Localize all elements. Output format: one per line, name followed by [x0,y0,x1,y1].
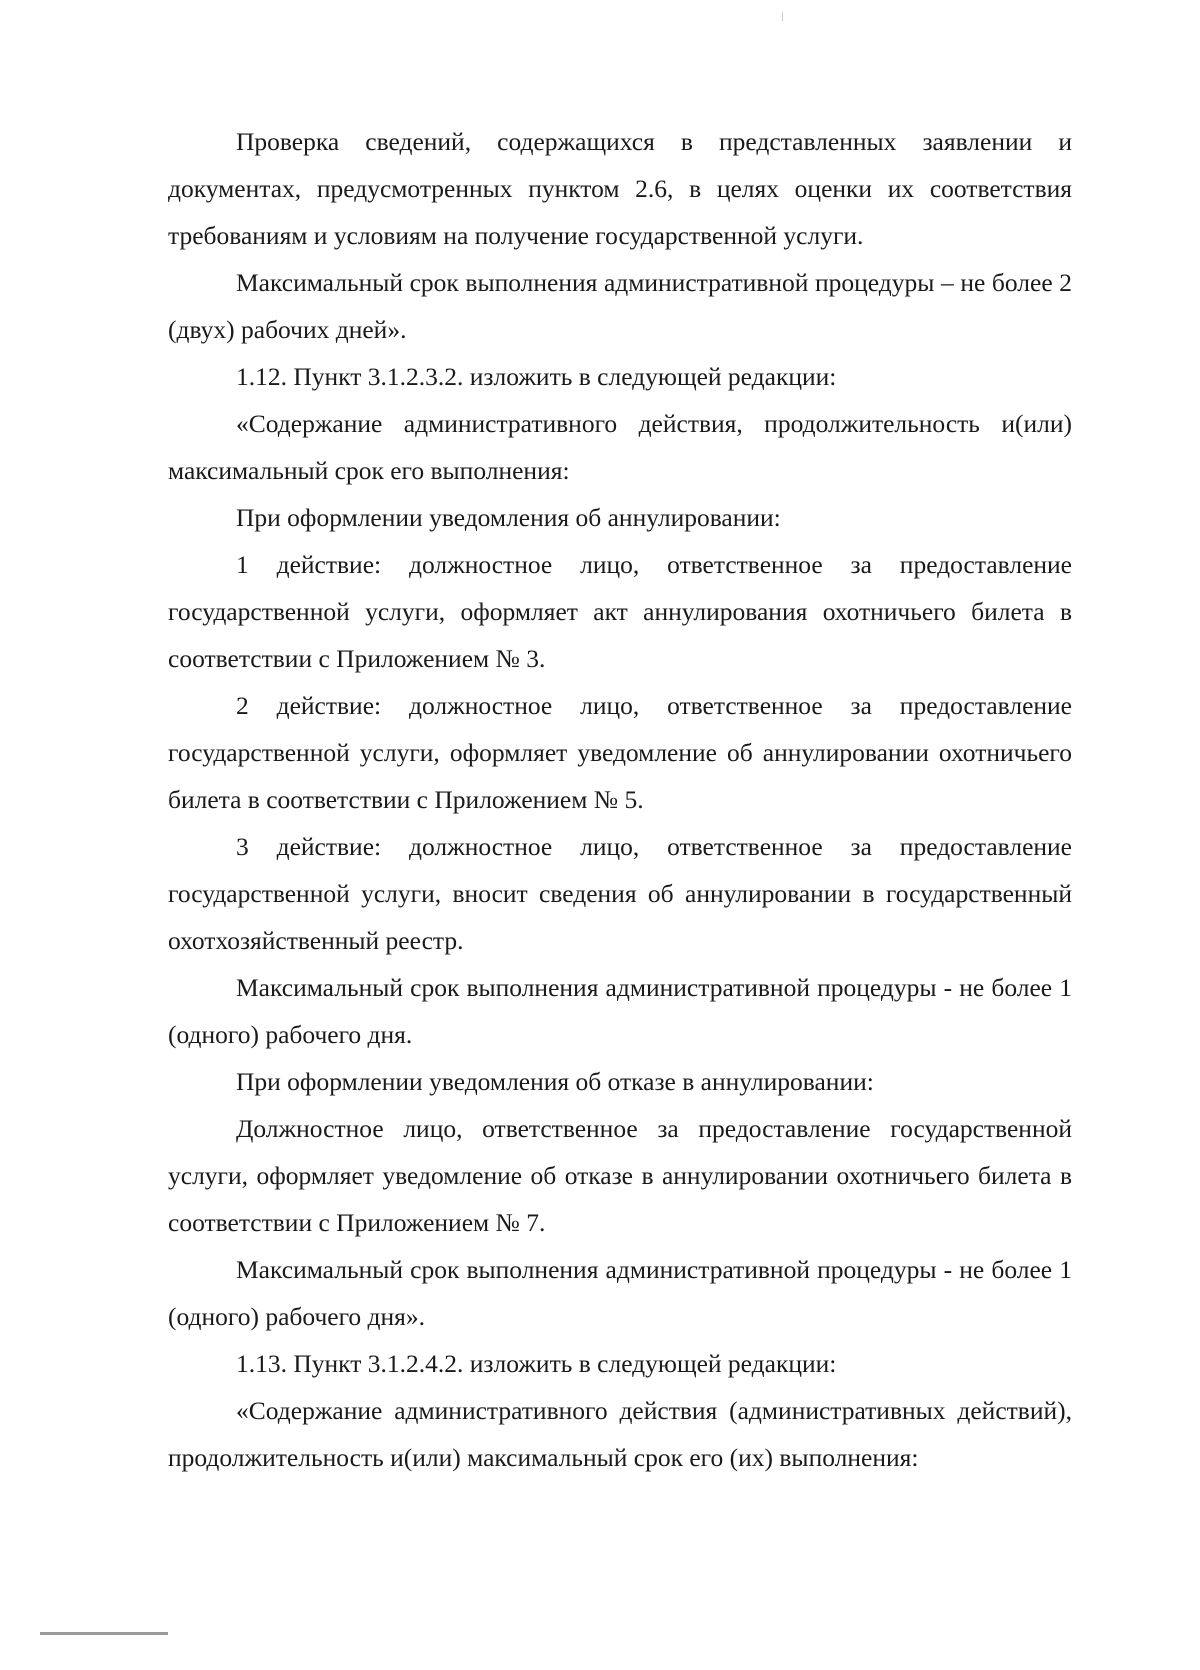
paragraph-item-1-13: 1.13. Пункт 3.1.2.4.2. изложить в следующей редакции: [236,1349,837,1378]
paragraph-verification: Проверка сведений, содержащихся в представленных заявлении и документах, предусмотренных пунктом 2.6, в целях оценки их соответствия требованиям и условиям на получение государственной услуги. [168,127,1072,250]
paragraph-action-3: 3 действие: должностное лицо, ответственное за предоставление государственной услуги, вносит сведения об аннулировании в государственный охотхозяйственный реестр. [168,832,1072,955]
paragraph-annulment-notice: При оформлении уведомления об аннулировании: [236,503,781,532]
paragraph-action-1: 1 действие: должностное лицо, ответственное за предоставление государственной услуги, оформляет акт аннулирования охотничьего билета в соответствии с Приложением № 3. [168,550,1072,673]
paragraph-max-term-1-day-end: Максимальный срок выполнения административной процедуры - не более 1 (одного) рабочего дня». [168,1255,1072,1331]
paragraph-action-2: 2 действие: должностное лицо, ответственное за предоставление государственной услуги, оформляет уведомление об аннулировании охотничьего билета в соответствии с Приложением № 5. [168,691,1072,814]
paragraph-max-term-1-day: Максимальный срок выполнения административной процедуры - не более 1 (одного) рабочего дня. [168,973,1072,1049]
scan-artifact-mark [782,12,783,21]
paragraph-action-content: «Содержание административного действия, продолжительность и(или) максимальный срок его выполнения: [168,409,1072,485]
footer-divider [40,1632,168,1635]
paragraph-actions-content: «Содержание административного действия (административных действий), продолжительность и(или) максимальный срок его (их) выполнения: [168,1396,1072,1472]
document-body [168,118,1072,1481]
paragraph-max-term-2-days: Максимальный срок выполнения административной процедуры – не более 2 (двух) рабочих дней». [168,268,1072,344]
paragraph-official-refusal: Должностное лицо, ответственное за предоставление государственной услуги, оформляет уведомление об отказе в аннулировании охотничьего билета в соответствии с Приложением № 7. [168,1114,1072,1237]
paragraph-refusal-notice: При оформлении уведомления об отказе в аннулировании: [236,1067,874,1096]
paragraph-item-1-12: 1.12. Пункт 3.1.2.3.2. изложить в следующей редакции: [236,362,837,391]
